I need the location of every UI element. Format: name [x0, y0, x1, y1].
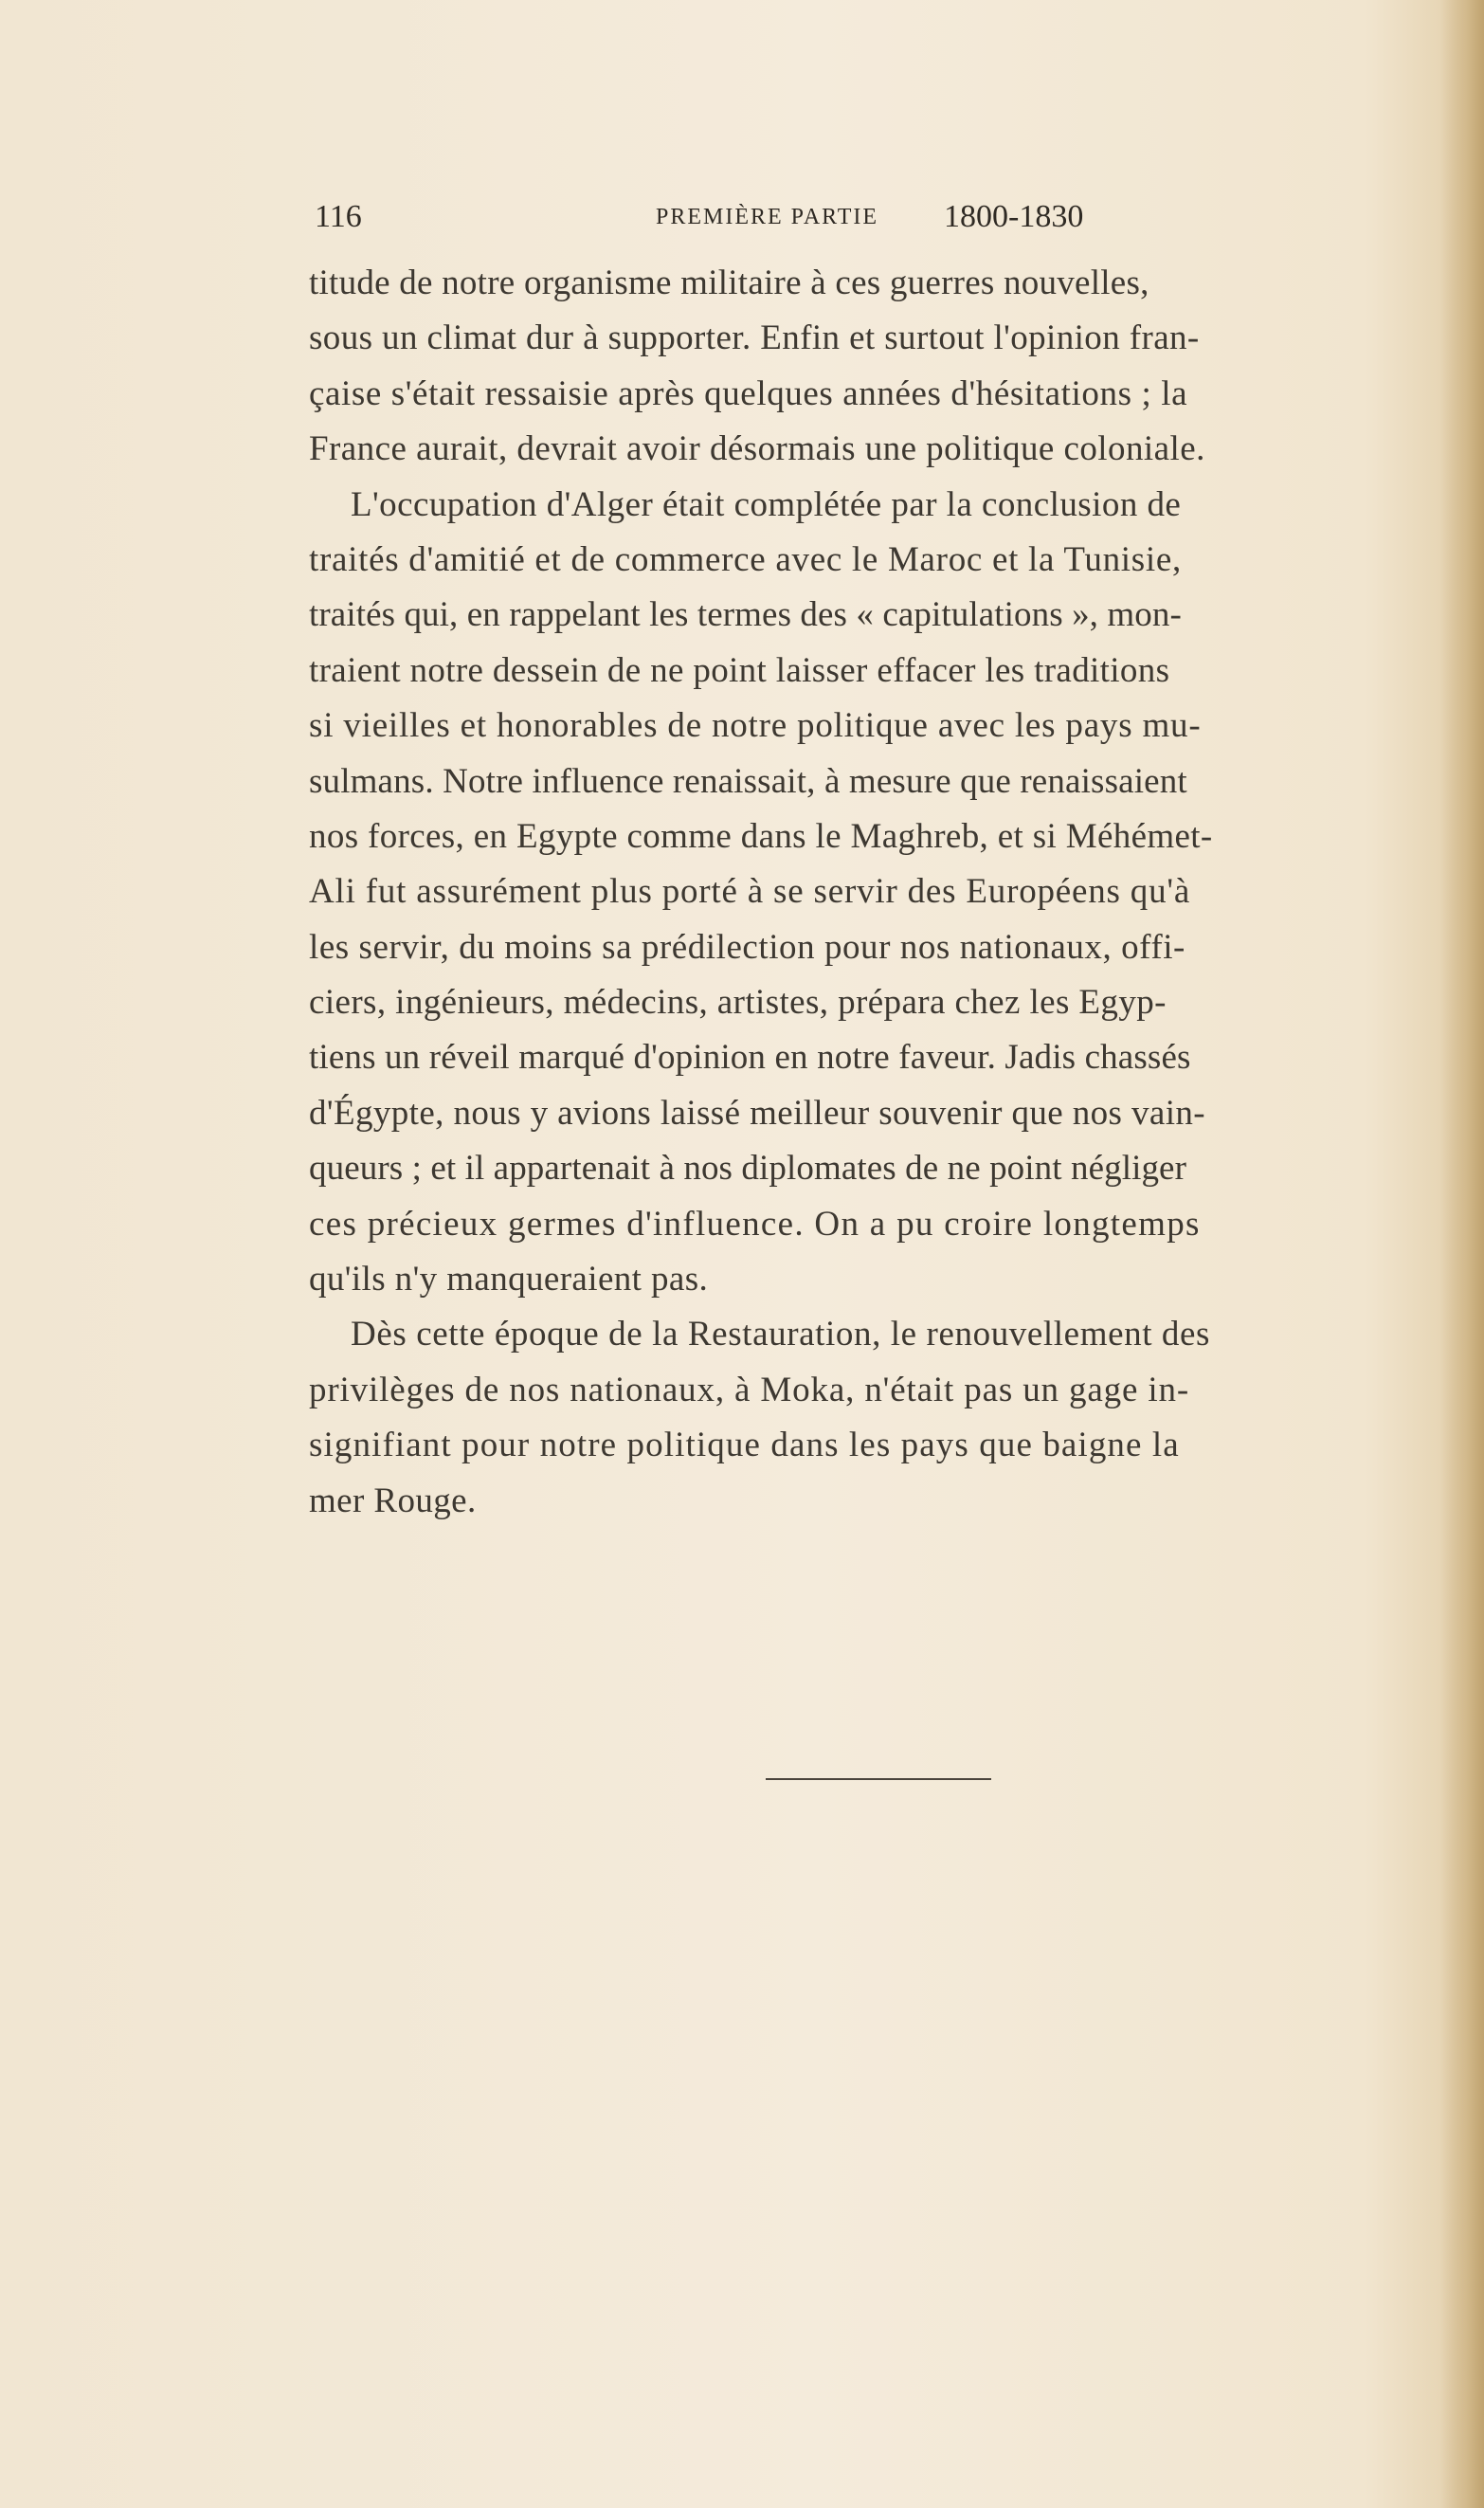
text-line: sulmans. Notre influence renaissait, à mesure que renaissaient: [309, 761, 1187, 801]
text-line: Dès cette époque de la Restauration, le renouvellement des: [351, 1315, 1211, 1354]
running-title: PREMIÈRE PARTIE: [656, 205, 879, 229]
text-line: si vieilles et honorables de notre politique avec les pays mu-: [309, 706, 1202, 746]
text-line: tiens un réveil marqué d'opinion en notre faveur. Jadis chassés: [309, 1038, 1191, 1078]
text-line: nos forces, en Egypte comme dans le Maghreb, et si Méhémet-: [309, 816, 1213, 856]
text-line: sous un climat dur à supporter. Enfin et surtout l'opinion fran-: [309, 318, 1200, 358]
end-rule: [766, 1778, 991, 1780]
text-line: France aurait, devrait avoir désormais une politique coloniale.: [309, 429, 1205, 469]
running-header: [315, 199, 1480, 246]
text-line: mer Rouge.: [309, 1481, 477, 1520]
text-line: traient notre dessein de ne point laisser effacer les traditions: [309, 650, 1170, 690]
body-text: [309, 256, 1480, 1529]
text-line: ciers, ingénieurs, médecins, artistes, prépara chez les Egyp-: [309, 983, 1167, 1023]
running-years: 1800-1830: [944, 199, 1084, 234]
page-number: 116: [315, 199, 362, 234]
text-line: qu'ils n'y manqueraient pas.: [309, 1260, 709, 1299]
text-line: privilèges de nos nationaux, à Moka, n'était pas un gage in-: [309, 1370, 1189, 1409]
text-line: L'occupation d'Alger était complétée par la conclusion de: [351, 484, 1182, 524]
text-line: çaise s'était ressaisie après quelques années d'hésitations ; la: [309, 373, 1188, 413]
text-line: titude de notre organisme militaire à ces guerres nouvelles,: [309, 264, 1149, 302]
text-line: traités d'amitié et de commerce avec le Maroc et la Tunisie,: [309, 539, 1182, 579]
text-line: ces précieux germes d'influence. On a pu croire longtemps: [309, 1204, 1201, 1244]
text-line: queurs ; et il appartenait à nos diplomates de ne point négliger: [309, 1149, 1186, 1189]
text-line: d'Égypte, nous y avions laissé meilleur souvenir que nos vain-: [309, 1093, 1206, 1133]
text-line: signifiant pour notre politique dans les pays que baigne la: [309, 1426, 1180, 1465]
text-line: Ali fut assurément plus porté à se servir des Européens qu'à: [309, 872, 1191, 912]
text-line: les servir, du moins sa prédilection pour nos nationaux, offi-: [309, 927, 1185, 967]
text-line: traités qui, en rappelant les termes des « capitulations », mon-: [309, 595, 1182, 635]
